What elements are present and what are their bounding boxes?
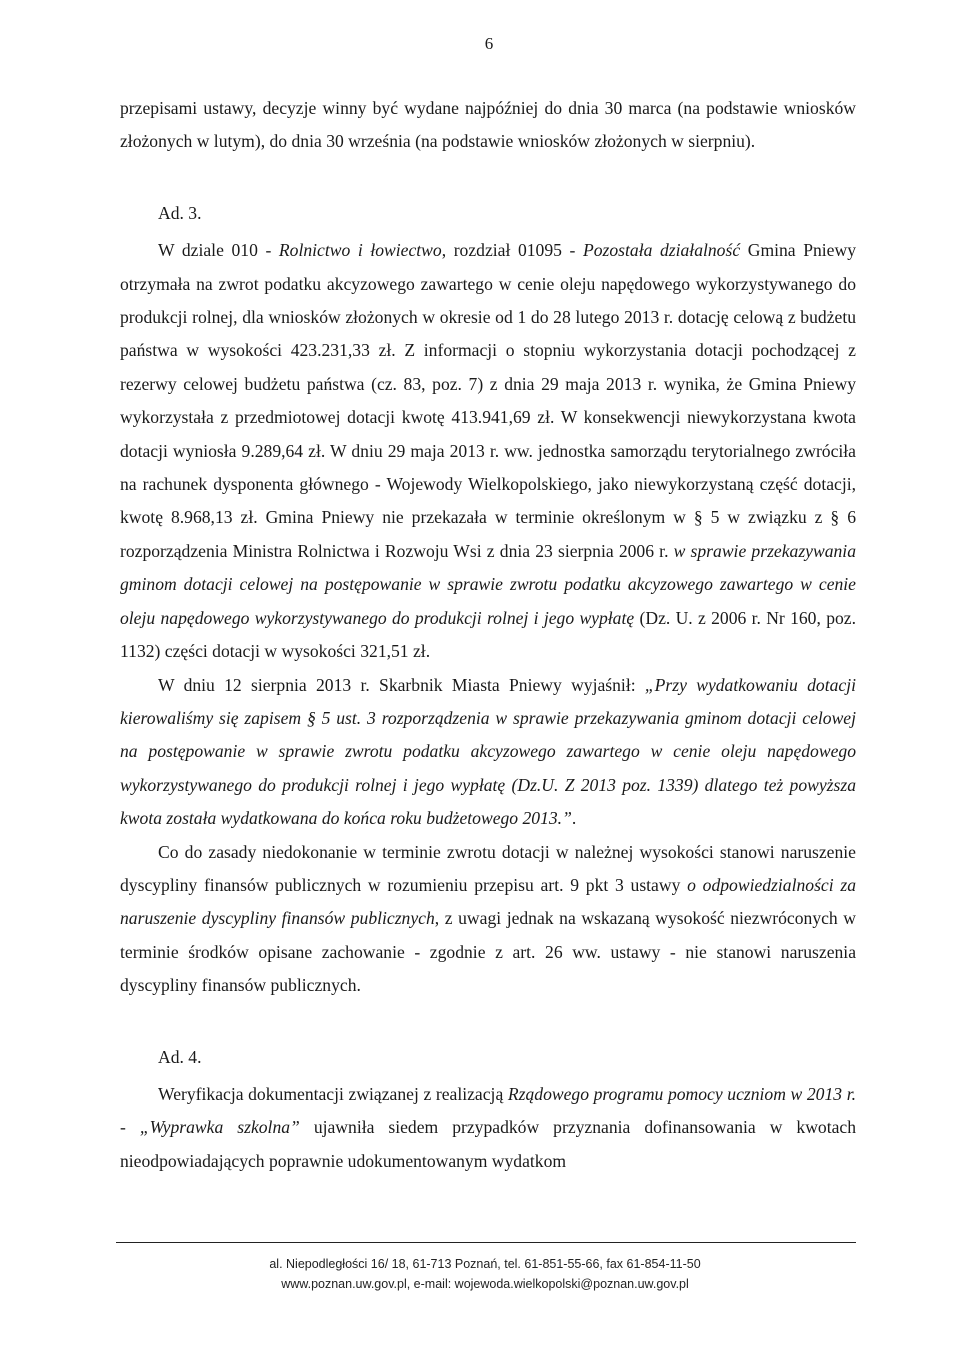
text-run: Weryfikacja dokumentacji związanej z realizacją — [158, 1083, 508, 1104]
text-run-italic: w sprawie przekazywania gminom dotacji celowej na postępowanie w sprawie zwrotu podatku akcyzowego zawartego w cenie oleju napędowego wykorzystywanego do produkcji rolnej i jego wypłatę — [120, 540, 856, 628]
section-heading-ad4: Ad. 4. — [158, 1046, 202, 1067]
text-run: . — [571, 808, 577, 829]
text-run-italic: Pozostała działalność — [582, 240, 741, 261]
text-run: (Dz. U. z 2006 r. Nr 160, poz. 1132) części dotacji w wysokości 321,51 zł. — [120, 607, 856, 662]
section-heading-ad3: Ad. 3. — [158, 202, 202, 223]
text-run: , z uwagi jednak na wskazaną wysokość niezwróconych w terminie środków opisane zachowanie - zgodnie z art. 26 ww. ustawy - nie stanowi naruszenia dyscypliny finansów publicznych. — [120, 908, 856, 996]
footer-divider — [116, 1242, 856, 1243]
text-run: W dniu 12 sierpnia 2013 r. Skarbnik Miasta Pniewy wyjaśnił: — [158, 674, 645, 695]
text-run-italic: Rolnictwo i łowiectwo — [278, 240, 442, 261]
document-body — [120, 92, 856, 1178]
page-number: 6 — [484, 34, 494, 53]
paragraph-discipline — [120, 836, 856, 1003]
footer — [0, 1254, 960, 1294]
text-run-italic: Rządowego programu pomocy uczniom w 2013 r. - „Wyprawka szkolna” — [120, 1083, 856, 1138]
text-run: W dziale 010 - — [158, 240, 279, 261]
paragraph-ad4-main — [120, 1078, 856, 1178]
paragraph-ad3-main — [120, 234, 856, 668]
text-run: ujawniła siedem przypadków przyznania dofinansowania w kwotach nieodpowiadających poprawnie udokumentowanym wydatkom — [120, 1117, 857, 1171]
text-run: , rozdział 01095 - — [441, 240, 583, 261]
text-run: Co do zasady niedokonanie w terminie zwrotu dotacji w należnej wysokości stanowi naruszenie dyscypliny finansów publicznych w rozumieniu przepisu art. 9 pkt 3 ustawy — [120, 841, 856, 895]
footer-address: al. Niepodległości 16/ 18, 61-713 Poznań, tel. 61-851-55-66, fax 61-854-11-50 — [269, 1257, 701, 1271]
paragraph-continuation: przepisami ustawy, decyzje winny być wydane najpóźniej do dnia 30 marca (na podstawie wniosków złożonych w lutym), do dnia 30 września (na podstawie wniosków złożonych w sierpniu). — [120, 98, 856, 152]
text-run: Gmina Pniewy otrzymała na zwrot podatku akcyzowego zawartego w cenie oleju napędowego wykorzystywanego do produkcji rolnej, dla wniosków złożonych w okresie od 1 do 28 lutego 2013 r. dotację celową z budżetu państwa w wysokości 423.231,33 zł. Z informacji o stopniu wykorzystania dotacji pochodzącej z rezerwy celowej budżetu państwa (cz. 83, poz. 7) z dnia 29 maja 2013 r. wynika, że Gmina Pniewy wykorzystała z przedmiotowej dotacji kwotę 413.941,69 zł. W konsekwencji niewykorzystana kwota dotacji wyniosła 9.289,64 zł. W dniu 29 maja 2013 r. ww. jednostka samorządu terytorialnego zwróciła na rachunek dysponenta głównego - Wojewody Wielkopolskiego, jako niewykorzystaną część dotacji, kwotę 8.968,13 zł. Gmina Pniewy nie przekazała w terminie określonym w § 5 w związku z § 6 rozporządzenia Ministra Rolnictwa i Rozwoju Wsi z dnia 23 sierpnia 2006 r. — [120, 240, 856, 561]
text-run-italic: o odpowiedzialności za naruszenie dyscypliny finansów publicznych — [120, 874, 856, 929]
paragraph-treasurer-explanation — [120, 669, 856, 836]
text-run-italic: „Przy wydatkowaniu dotacji kierowaliśmy się zapisem § 5 ust. 3 rozporządzenia w sprawie przekazywania gminom dotacji celowej na postępowanie w sprawie zwrotu podatku akcyzowego zawartego w cenie oleju napędowego wykorzystywanego do produkcji rolnej i jego wypłatę (Dz.U. Z 2013 poz. 1339) dlatego też powyższa kwota została wydatkowana do końca roku budżetowego 2013.” — [120, 674, 857, 829]
footer-contact: www.poznan.uw.gov.pl, e-mail: wojewoda.wielkopolski@poznan.uw.gov.pl — [281, 1277, 689, 1291]
